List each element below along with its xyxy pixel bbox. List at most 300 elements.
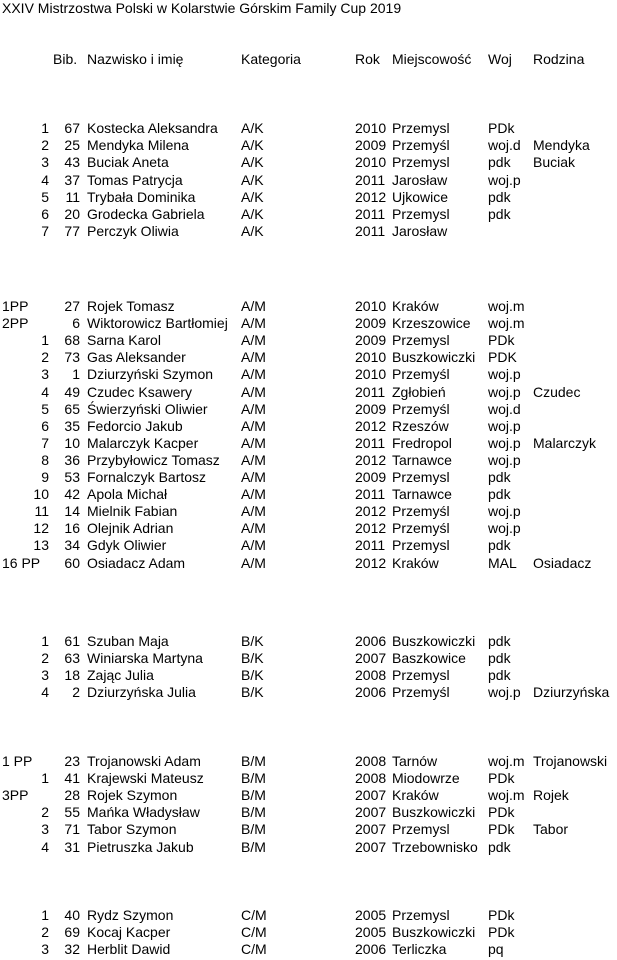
cell-category: A/K xyxy=(241,120,264,136)
cell-woj: woj.p xyxy=(488,503,521,520)
cell-category: A/K xyxy=(241,188,264,205)
cell-name: Mendyka Milena xyxy=(87,137,189,154)
cell-position: 13 xyxy=(33,537,49,554)
cell-woj: woj.p xyxy=(488,434,521,451)
cell-family: Dziurzyńska xyxy=(533,684,610,701)
cell-bib: 1 xyxy=(72,366,80,383)
cell-family: Tabor xyxy=(533,821,569,838)
cell-name: Tabor Szymon xyxy=(87,821,177,838)
cell-year: 2009 xyxy=(355,332,387,349)
cell-category: A/M xyxy=(241,486,266,503)
header-year: Rok xyxy=(355,51,380,67)
table-row xyxy=(0,435,617,452)
cell-name: Mańka Władysław xyxy=(87,804,200,821)
cell-city: Przemyśl xyxy=(392,137,450,154)
table-row xyxy=(0,941,617,958)
cell-year: 2008 xyxy=(355,667,387,684)
cell-woj: PDk xyxy=(488,770,515,787)
table-row xyxy=(0,503,617,520)
cell-bib: 31 xyxy=(64,838,80,855)
cell-year: 2008 xyxy=(355,753,387,769)
cell-woj: pdk xyxy=(488,154,511,171)
cell-city: Przemysl xyxy=(392,667,450,684)
cell-city: Kraków xyxy=(392,298,439,314)
cell-city: Tarnawce xyxy=(392,451,452,468)
cell-year: 2012 xyxy=(355,188,387,205)
cell-category: A/M xyxy=(241,332,266,349)
cell-bib: 67 xyxy=(64,120,80,136)
cell-woj: woj.p xyxy=(488,171,521,188)
table-row xyxy=(0,907,617,924)
cell-category: A/M xyxy=(241,520,266,537)
cell-category: A/M xyxy=(241,469,266,485)
cell-year: 2005 xyxy=(355,924,387,941)
cell-bib: 69 xyxy=(64,924,80,941)
cell-woj: pdk xyxy=(488,838,511,855)
cell-bib: 11 xyxy=(65,188,80,205)
cell-woj: woj.m xyxy=(488,787,525,804)
cell-position: 6 xyxy=(41,206,49,222)
cell-city: Przemyśl xyxy=(392,366,450,383)
cell-position: 4 xyxy=(41,684,49,701)
cell-year: 2011 xyxy=(355,486,386,503)
table-row xyxy=(0,667,617,684)
cell-category: A/M xyxy=(241,417,266,434)
cell-city: Przemysl xyxy=(392,537,450,554)
cell-category: A/M xyxy=(241,383,266,400)
cell-bib: 16 xyxy=(64,520,80,537)
cell-year: 2005 xyxy=(355,907,387,923)
table-row xyxy=(0,633,617,650)
cell-name: Świerzyński Oliwier xyxy=(87,400,208,417)
table-row xyxy=(0,787,617,804)
cell-city: Przemyśl xyxy=(392,684,450,701)
cell-city: Zgłobień xyxy=(392,383,446,400)
cell-name: Kostecka Aleksandra xyxy=(87,120,218,136)
cell-city: Fredropol xyxy=(392,434,452,451)
cell-year: 2010 xyxy=(355,349,387,366)
cell-bib: 18 xyxy=(64,667,80,684)
cell-city: Buszkowiczki xyxy=(392,924,476,941)
cell-name: Mielnik Fabian xyxy=(87,503,178,520)
cell-bib: 27 xyxy=(64,298,80,314)
cell-position: 8 xyxy=(41,451,49,468)
cell-city: Tarnawce xyxy=(392,486,452,503)
cell-city: Przemyśl xyxy=(392,503,450,520)
table-row xyxy=(0,555,617,572)
cell-bib: 73 xyxy=(64,349,80,366)
cell-name: Grodecka Gabriela xyxy=(87,206,205,222)
cell-category: A/K xyxy=(241,137,264,154)
table-row xyxy=(0,839,617,856)
cell-name: Fornalczyk Bartosz xyxy=(87,469,207,485)
cell-woj: woj.m xyxy=(488,753,525,769)
cell-bib: 61 xyxy=(64,633,80,649)
cell-year: 2011 xyxy=(355,206,386,222)
cell-bib: 6 xyxy=(72,315,80,332)
cell-bib: 42 xyxy=(64,486,80,503)
cell-position: 9 xyxy=(41,469,49,485)
cell-category: C/M xyxy=(241,941,267,958)
cell-city: Przemysl xyxy=(392,206,450,222)
cell-woj: pdk xyxy=(488,537,511,554)
cell-year: 2007 xyxy=(355,821,387,838)
cell-woj: woj.p xyxy=(488,520,521,537)
cell-woj: woj.p xyxy=(488,383,521,400)
cell-woj: pdk xyxy=(488,667,511,684)
table-row xyxy=(0,650,617,667)
cell-year: 2010 xyxy=(355,366,387,383)
cell-category: A/K xyxy=(241,223,264,240)
cell-name: Trojanowski Adam xyxy=(87,753,201,769)
cell-city: Baszkowice xyxy=(392,650,466,667)
cell-city: Rzeszów xyxy=(392,417,449,434)
table-header xyxy=(0,51,617,68)
cell-year: 2010 xyxy=(355,154,387,171)
cell-city: Przemysl xyxy=(392,332,450,349)
cell-position: 6 xyxy=(41,417,49,434)
cell-category: B/M xyxy=(241,838,266,855)
header-name: Nazwisko i imię xyxy=(87,51,184,67)
cell-name: Kocaj Kacper xyxy=(87,924,171,941)
cell-bib: 65 xyxy=(64,400,80,417)
cell-category: A/K xyxy=(241,206,264,222)
cell-category: A/M xyxy=(241,298,266,314)
cell-woj: pdk xyxy=(488,650,511,667)
cell-name: Rojek Tomasz xyxy=(87,298,175,314)
cell-family: Malarczyk xyxy=(533,434,597,451)
cell-bib: 60 xyxy=(64,554,80,571)
cell-category: B/K xyxy=(241,650,264,667)
cell-name: Gdyk Oliwier xyxy=(87,537,167,554)
cell-bib: 25 xyxy=(64,137,80,154)
cell-name: Gas Aleksander xyxy=(87,349,186,366)
table-row xyxy=(0,753,617,770)
table-row xyxy=(0,206,617,223)
cell-name: Tomas Patrycja xyxy=(87,171,183,188)
cell-woj: woj.d xyxy=(488,400,521,417)
cell-year: 2009 xyxy=(355,137,387,154)
table-row xyxy=(0,486,617,503)
cell-woj: pdk xyxy=(488,469,511,485)
cell-city: Tarnów xyxy=(392,753,438,769)
cell-year: 2009 xyxy=(355,400,387,417)
cell-category: C/M xyxy=(241,924,267,941)
cell-city: Przemyśl xyxy=(392,520,450,537)
cell-position: 2PP xyxy=(2,315,29,332)
cell-position: 4 xyxy=(41,171,49,188)
table-row xyxy=(0,189,617,206)
cell-category: A/M xyxy=(241,400,266,417)
table-row xyxy=(0,366,617,383)
cell-year: 2012 xyxy=(355,451,387,468)
cell-name: Pietruszka Jakub xyxy=(87,838,194,855)
cell-name: Sarna Karol xyxy=(87,332,161,349)
cell-position: 2 xyxy=(41,137,49,154)
cell-bib: 68 xyxy=(64,332,80,349)
cell-family: Trojanowski xyxy=(533,753,608,769)
table-row xyxy=(0,821,617,838)
cell-name: Olejnik Adrian xyxy=(87,520,174,537)
cell-year: 2012 xyxy=(355,503,387,520)
cell-name: Czudec Ksawery xyxy=(87,383,193,400)
cell-category: A/M xyxy=(241,315,266,332)
cell-position: 2 xyxy=(41,650,49,667)
cell-woj: pq xyxy=(488,941,504,958)
cell-category: B/K xyxy=(241,684,264,701)
header-woj: Woj xyxy=(488,51,512,67)
table-row xyxy=(0,315,617,332)
cell-bib: 37 xyxy=(64,171,80,188)
cell-year: 2008 xyxy=(355,770,387,787)
table-row xyxy=(0,172,617,189)
cell-category: C/M xyxy=(241,907,267,923)
cell-position: 1 xyxy=(41,633,49,649)
cell-category: B/M xyxy=(241,770,266,787)
cell-family: Buciak xyxy=(533,154,576,171)
cell-city: Miodowrze xyxy=(392,770,460,787)
cell-family: Mendyka xyxy=(533,137,590,154)
cell-year: 2010 xyxy=(355,298,387,314)
cell-bib: 71 xyxy=(64,821,80,838)
cell-category: A/M xyxy=(241,366,266,383)
cell-name: Szuban Maja xyxy=(87,633,169,649)
table-row xyxy=(0,520,617,537)
table-row xyxy=(0,332,617,349)
header-city: Miejscowość xyxy=(392,51,472,67)
cell-year: 2011 xyxy=(355,537,386,554)
cell-year: 2011 xyxy=(355,223,386,240)
cell-name: Fedorcio Jakub xyxy=(87,417,183,434)
cell-bib: 34 xyxy=(64,537,80,554)
cell-woj: woj.p xyxy=(488,417,521,434)
cell-bib: 10 xyxy=(64,434,80,451)
cell-city: Buszkowiczki xyxy=(392,804,476,821)
cell-woj: PDk xyxy=(488,804,515,821)
cell-year: 2007 xyxy=(355,787,387,804)
table-row xyxy=(0,770,617,787)
cell-bib: 28 xyxy=(64,787,80,804)
cell-family: Rojek xyxy=(533,787,569,804)
table-row xyxy=(0,223,617,240)
cell-name: Perczyk Oliwia xyxy=(87,223,179,240)
cell-bib: 20 xyxy=(64,206,80,222)
cell-woj: pdk xyxy=(488,206,511,222)
cell-position: 11 xyxy=(34,503,49,520)
cell-position: 2 xyxy=(41,349,49,366)
cell-category: A/M xyxy=(241,349,266,366)
cell-woj: PDk xyxy=(488,120,515,136)
table-row xyxy=(0,469,617,486)
cell-city: Kraków xyxy=(392,554,439,571)
cell-position: 7 xyxy=(41,223,49,240)
cell-year: 2009 xyxy=(355,315,387,332)
table-row xyxy=(0,154,617,171)
cell-woj: woj.p xyxy=(488,684,521,701)
table-row xyxy=(0,384,617,401)
cell-city: Kraków xyxy=(392,787,439,804)
cell-city: Jarosław xyxy=(392,171,448,188)
cell-woj: PDK xyxy=(488,349,517,366)
cell-category: A/M xyxy=(241,554,266,571)
cell-category: A/K xyxy=(241,171,264,188)
cell-category: A/M xyxy=(241,434,266,451)
cell-name: Rydz Szymon xyxy=(87,907,174,923)
cell-year: 2006 xyxy=(355,941,387,958)
cell-bib: 53 xyxy=(64,469,80,485)
cell-name: Dziurzyńska Julia xyxy=(87,684,196,701)
cell-position: 1 xyxy=(41,332,49,349)
cell-bib: 35 xyxy=(64,417,80,434)
cell-bib: 2 xyxy=(72,684,80,701)
cell-year: 2011 xyxy=(355,383,386,400)
cell-woj: pdk xyxy=(488,633,511,649)
table-row xyxy=(0,684,617,701)
cell-woj: PDk xyxy=(488,907,515,923)
cell-city: Krzeszowice xyxy=(392,315,471,332)
cell-city: Trzebownisko xyxy=(392,838,478,855)
table-row xyxy=(0,924,617,941)
cell-position: 3 xyxy=(41,821,49,838)
cell-year: 2007 xyxy=(355,804,387,821)
cell-woj: woj.d xyxy=(488,137,521,154)
cell-position: 10 xyxy=(33,486,49,503)
cell-name: Trybała Dominika xyxy=(87,188,196,205)
cell-position: 12 xyxy=(33,520,49,537)
cell-bib: 55 xyxy=(64,804,80,821)
cell-position: 1 xyxy=(41,120,49,136)
page-title: XXIV Mistrzostwa Polski w Kolarstwie Górskim Family Cup 2019 xyxy=(2,0,402,16)
cell-bib: 43 xyxy=(64,154,80,171)
cell-year: 2007 xyxy=(355,650,387,667)
cell-category: B/M xyxy=(241,804,266,821)
cell-name: Buciak Aneta xyxy=(87,154,169,171)
cell-city: Terliczka xyxy=(392,941,447,958)
header-category: Kategoria xyxy=(241,51,301,67)
cell-bib: 63 xyxy=(64,650,80,667)
cell-bib: 49 xyxy=(64,383,80,400)
cell-position: 4 xyxy=(41,383,49,400)
cell-bib: 41 xyxy=(64,770,80,787)
cell-woj: woj.p xyxy=(488,366,521,383)
cell-city: Przemysl xyxy=(392,469,450,485)
cell-position: 3 xyxy=(41,366,49,383)
cell-position: 2 xyxy=(41,804,49,821)
cell-year: 2011 xyxy=(355,434,386,451)
header-bib: Bib. xyxy=(53,51,78,67)
cell-bib: 14 xyxy=(64,503,80,520)
table-row xyxy=(0,452,617,469)
cell-name: Malarczyk Kacper xyxy=(87,434,199,451)
cell-woj: MAL xyxy=(488,554,517,571)
cell-category: B/K xyxy=(241,633,264,649)
table-row xyxy=(0,349,617,366)
cell-position: 3 xyxy=(41,667,49,684)
cell-bib: 36 xyxy=(64,451,80,468)
cell-city: Przemysl xyxy=(392,821,450,838)
table-row xyxy=(0,401,617,418)
cell-name: Herblit Dawid xyxy=(87,941,171,958)
cell-position: 4 xyxy=(41,838,49,855)
cell-city: Ujkowice xyxy=(392,188,449,205)
cell-name: Osiadacz Adam xyxy=(87,554,186,571)
cell-woj: PDk xyxy=(488,332,515,349)
cell-city: Przemysl xyxy=(392,154,450,171)
cell-city: Buszkowiczki xyxy=(392,349,476,366)
cell-name: Zając Julia xyxy=(87,667,154,684)
cell-year: 2007 xyxy=(355,838,387,855)
cell-year: 2006 xyxy=(355,633,387,649)
cell-year: 2009 xyxy=(355,469,387,485)
cell-position: 16 PP xyxy=(2,554,41,571)
cell-name: Krajewski Mateusz xyxy=(87,770,204,787)
cell-position: 3PP xyxy=(2,787,29,804)
cell-position: 1 PP xyxy=(2,753,33,769)
cell-category: B/M xyxy=(241,753,266,769)
cell-year: 2012 xyxy=(355,520,387,537)
cell-family: Osiadacz xyxy=(533,554,592,571)
cell-category: B/K xyxy=(241,667,264,684)
cell-position: 3 xyxy=(41,154,49,171)
cell-position: 3 xyxy=(41,941,49,958)
cell-woj: PDk xyxy=(488,924,515,941)
cell-category: A/K xyxy=(241,154,264,171)
table-row xyxy=(0,298,617,315)
table-row xyxy=(0,804,617,821)
cell-family: Czudec xyxy=(533,383,581,400)
cell-bib: 32 xyxy=(64,941,80,958)
cell-name: Wiktorowicz Bartłomiej xyxy=(87,315,228,332)
cell-city: Przemyśl xyxy=(392,400,450,417)
cell-city: Przemysl xyxy=(392,907,450,923)
header-family: Rodzina xyxy=(533,51,585,67)
cell-year: 2011 xyxy=(355,171,386,188)
cell-position: 7 xyxy=(41,434,49,451)
cell-city: Jarosław xyxy=(392,223,448,240)
cell-category: A/M xyxy=(241,537,266,554)
cell-woj: pdk xyxy=(488,486,511,503)
cell-position: 2 xyxy=(41,924,49,941)
cell-woj: PDk xyxy=(488,821,515,838)
cell-position: 5 xyxy=(41,400,49,417)
cell-city: Przemysl xyxy=(392,120,450,136)
cell-name: Dziurzyński Szymon xyxy=(87,366,214,383)
cell-woj: woj.m xyxy=(488,315,525,332)
cell-name: Przybyłowicz Tomasz xyxy=(87,451,220,468)
table-row xyxy=(0,120,617,137)
cell-position: 5 xyxy=(41,188,49,205)
cell-name: Apola Michał xyxy=(87,486,168,503)
cell-woj: woj.p xyxy=(488,451,521,468)
cell-position: 1 xyxy=(41,770,49,787)
cell-position: 1PP xyxy=(2,298,29,314)
cell-category: A/M xyxy=(241,451,266,468)
cell-city: Buszkowiczki xyxy=(392,633,476,649)
cell-bib: 77 xyxy=(64,223,80,240)
cell-year: 2006 xyxy=(355,684,387,701)
cell-position: 1 xyxy=(41,907,49,923)
table-row xyxy=(0,137,617,154)
table-row xyxy=(0,418,617,435)
cell-year: 2010 xyxy=(355,120,387,136)
cell-bib: 23 xyxy=(64,753,80,769)
cell-year: 2012 xyxy=(355,554,387,571)
cell-category: B/M xyxy=(241,821,266,838)
cell-name: Winiarska Martyna xyxy=(87,650,203,667)
cell-category: B/M xyxy=(241,787,266,804)
cell-name: Rojek Szymon xyxy=(87,787,178,804)
cell-woj: pdk xyxy=(488,188,511,205)
